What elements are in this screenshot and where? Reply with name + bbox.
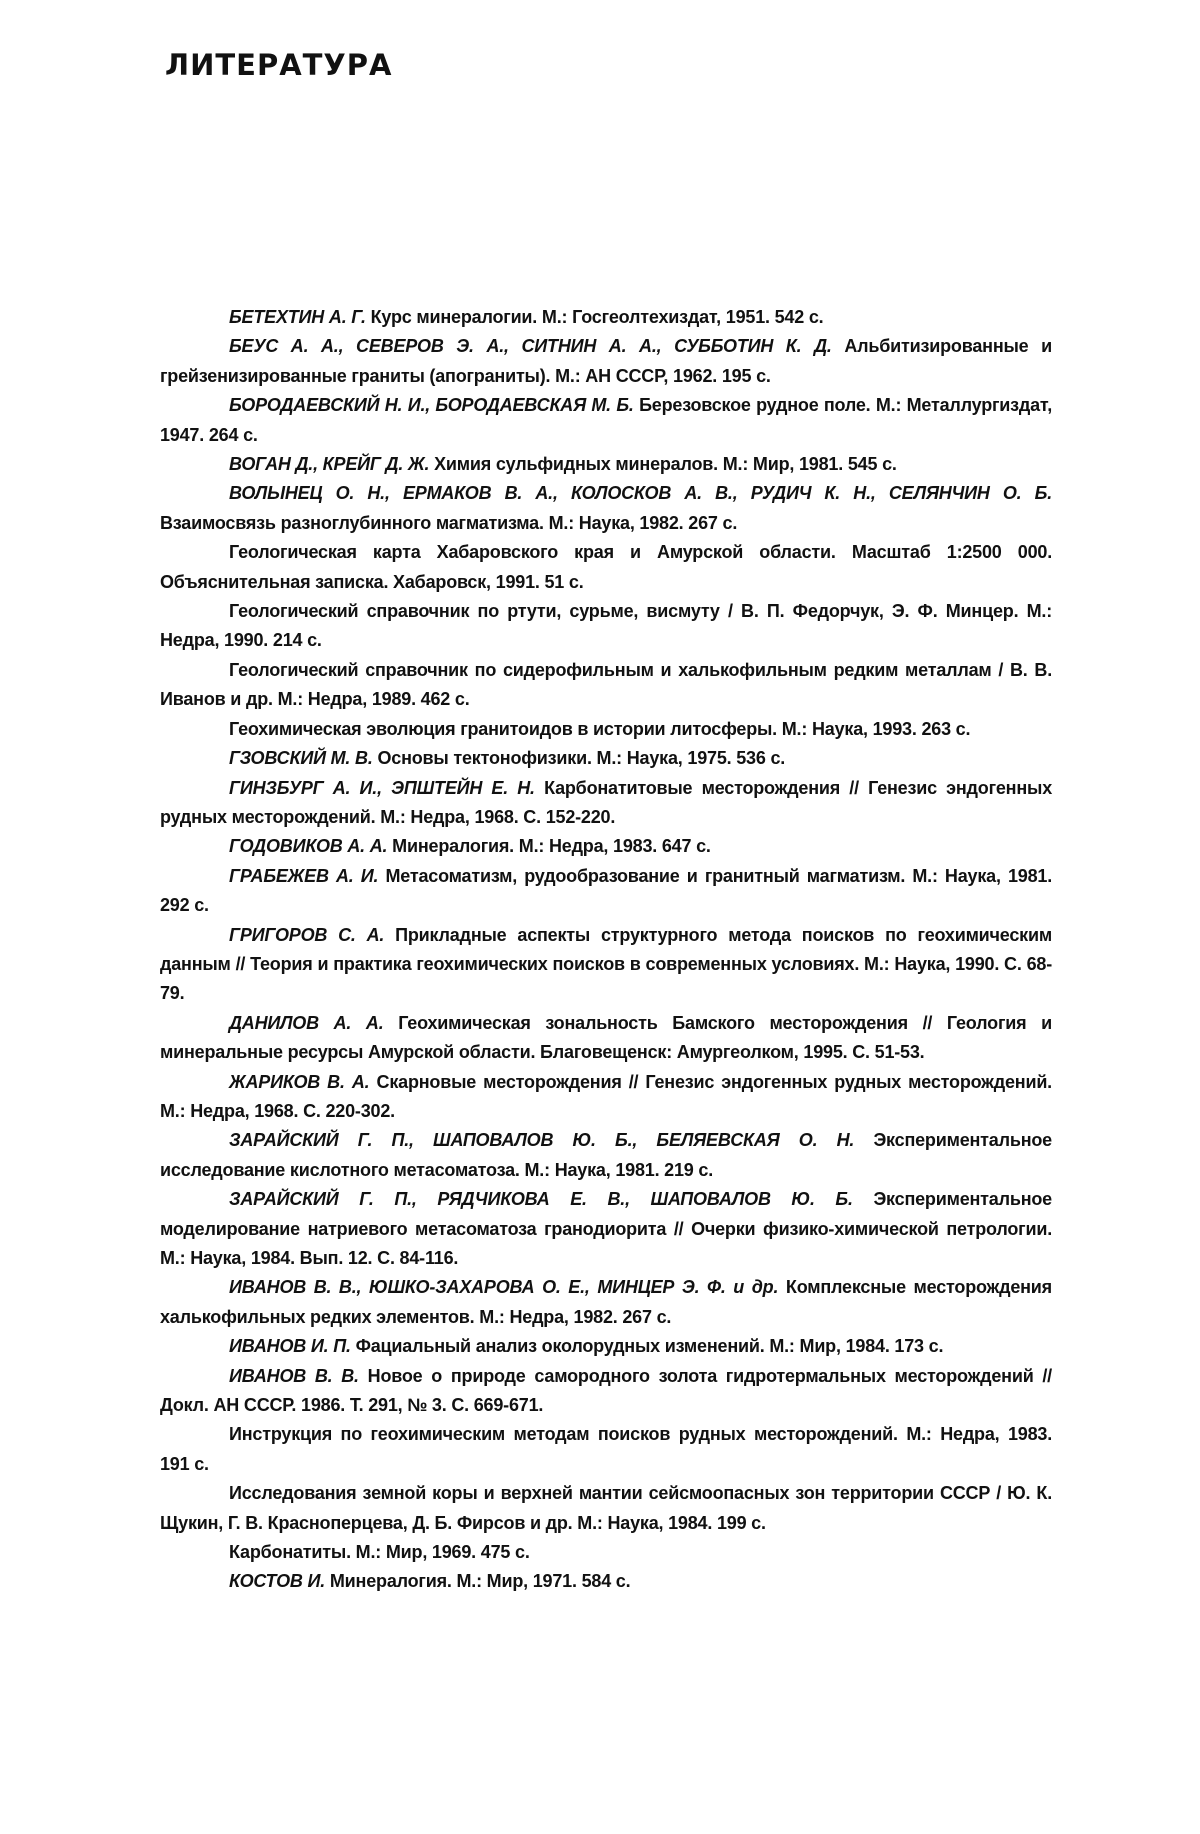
entry-authors: ЗАРАЙСКИЙ Г. П., ШАПОВАЛОВ Ю. Б., БЕЛЯЕВСКАЯ О. Н. (229, 1130, 855, 1151)
entry-details: Экспериментальное исследование кислотного метасоматоза. М.: Наука, 1981. 219 с. (160, 1130, 1052, 1180)
entry-details: Инструкция по геохимическим методам поисков рудных месторождений. М.: Недра, 1983. 191 с. (160, 1424, 1052, 1474)
entry-details: Геохимическая эволюция гранитоидов в истории литосферы. М.: Наука, 1993. 263 с. (229, 718, 971, 739)
bibliography-entry (160, 774, 1052, 833)
entry-authors: ГЗОВСКИЙ М. В. (229, 748, 373, 769)
page-title: ЛИТЕРАТУРА (165, 48, 393, 82)
bibliography-entry (160, 715, 1052, 744)
bibliography-entry (160, 303, 1052, 332)
entry-details: Химия сульфидных минералов. М.: Мир, 1981. 545 с. (434, 454, 897, 475)
bibliography-entry (160, 1538, 1052, 1567)
entry-authors: БОРОДАЕВСКИЙ Н. И., БОРОДАЕВСКАЯ М. Б. (229, 395, 634, 416)
bibliography-entry (160, 862, 1052, 921)
bibliography-entry (160, 656, 1052, 715)
bibliography-entry (160, 391, 1052, 450)
entry-authors: ГОДОВИКОВ А. А. (229, 836, 388, 857)
entry-details: Карбонатиты. М.: Мир, 1969. 475 с. (229, 1542, 530, 1563)
entry-details: Минералогия. М.: Мир, 1971. 584 с. (329, 1571, 631, 1592)
bibliography-entry (160, 1068, 1052, 1127)
entry-details: Геологическая карта Хабаровского края и Амурской области. Масштаб 1:2500 000. Объяснительная записка. Хабаровск, 1991. 51 с. (160, 542, 1052, 592)
entry-authors: ИВАНОВ И. П. (229, 1336, 351, 1357)
entry-details: Геохимическая зональность Бамского месторождения // Геология и минеральные ресурсы Амурской области. Благовещенск: Амургеолком, 1995. С. 51-53. (160, 1012, 1052, 1063)
entry-authors: ИВАНОВ В. В. (229, 1365, 359, 1386)
entry-details: Геологический справочник по ртути, сурьме, висмуту / В. П. Федорчук, Э. Ф. Минцер. М.: Недра, 1990. 214 с. (160, 601, 1052, 651)
bibliography-entry (160, 1567, 1052, 1596)
bibliography-list (160, 303, 1052, 1597)
bibliography-entry (160, 1185, 1052, 1273)
bibliography-entry (160, 538, 1052, 597)
entry-details: Карбонатитовые месторождения // Генезис эндогенных рудных месторождений. М.: Недра, 1968. С. 152-220. (160, 777, 1052, 827)
bibliography-entry (160, 1273, 1052, 1332)
entry-details: Новое о природе самородного золота гидротермальных месторождений // Докл. АН СССР. 1986. Т. 291, № 3. С. 669-671. (160, 1365, 1052, 1416)
bibliography-entry (160, 1362, 1052, 1421)
entry-details: Экспериментальное моделирование натриевого метасоматоза гранодиорита // Очерки физико-химической петрологии. М.: Наука, 1984. Вып. 12. С. 84-116. (160, 1189, 1052, 1268)
entry-details: Комплексные месторождения халькофильных редких элементов. М.: Недра, 1982. 267 с. (160, 1277, 1052, 1327)
bibliography-entry (160, 744, 1052, 773)
entry-details: Минералогия. М.: Недра, 1983. 647 с. (392, 836, 711, 857)
entry-details: Фациальный анализ околорудных изменений. М.: Мир, 1984. 173 с. (355, 1336, 944, 1357)
entry-details: Взаимосвязь разноглубинного магматизма. М.: Наука, 1982. 267 с. (160, 512, 738, 533)
entry-authors: ВОГАН Д., КРЕЙГ Д. Ж. (229, 454, 430, 475)
bibliography-entry (160, 450, 1052, 479)
bibliography-entry (160, 332, 1052, 391)
bibliography-entry (160, 597, 1052, 656)
entry-details: Березовское рудное поле. М.: Металлургиздат, 1947. 264 с. (160, 395, 1052, 445)
entry-authors: ВОЛЫНЕЦ О. Н., ЕРМАКОВ В. А., КОЛОСКОВ А. В., РУДИЧ К. Н., СЕЛЯНЧИН О. Б. (229, 483, 1052, 504)
entry-details: Альбитизированные и грейзенизированные граниты (апограниты). М.: АН СССР, 1962. 195 с. (160, 336, 1052, 386)
entry-authors: БЕТЕХТИН А. Г. (229, 307, 366, 327)
entry-details: Геологический справочник по сидерофильным и халькофильным редким металлам / В. В. Иванов и др. М.: Недра, 1989. 462 с. (160, 659, 1052, 710)
bibliography-entry (160, 1420, 1052, 1479)
entry-authors: ЖАРИКОВ В. А. (229, 1071, 370, 1092)
entry-details: Исследования земной коры и верхней мантии сейсмоопасных зон территории СССР / Ю. К. Щукин, Г. В. Красноперцева, Д. Б. Фирсов и др. М.: Наука, 1984. 199 с. (160, 1483, 1052, 1533)
bibliography-entry (160, 479, 1052, 538)
bibliography-entry (160, 1479, 1052, 1538)
entry-authors: ЗАРАЙСКИЙ Г. П., РЯДЧИКОВА Е. В., ШАПОВАЛОВ Ю. Б. (229, 1189, 853, 1210)
entry-authors: ДАНИЛОВ А. А. (229, 1012, 384, 1033)
bibliography-entry (160, 921, 1052, 1009)
entry-authors: ГИНЗБУРГ А. И., ЭПШТЕЙН Е. Н. (229, 777, 535, 798)
entry-authors: ГРИГОРОВ С. А. (229, 924, 385, 945)
bibliography-entry (160, 1126, 1052, 1185)
bibliography-entry (160, 832, 1052, 861)
entry-details: Курс минералогии. М.: Госгеолтехиздат, 1951. 542 с. (370, 307, 824, 327)
entry-authors: ИВАНОВ В. В., ЮШКО-ЗАХАРОВА О. Е., МИНЦЕР Э. Ф. и др. (229, 1277, 779, 1298)
entry-details: Основы тектонофизики. М.: Наука, 1975. 536 с. (377, 748, 786, 769)
entry-details: Прикладные аспекты структурного метода поисков по геохимическим данным // Теория и практика геохимических поисков в современных условиях. М.: Наука, 1990. С. 68-79. (160, 924, 1052, 1004)
entry-authors: ГРАБЕЖЕВ А. И. (229, 865, 379, 886)
bibliography-entry (160, 1009, 1052, 1068)
entry-authors: БЕУС А. А., СЕВЕРОВ Э. А., СИТНИН А. А., СУББОТИН К. Д. (229, 336, 832, 357)
entry-authors: КОСТОВ И. (229, 1571, 326, 1592)
entry-details: Метасоматизм, рудообразование и гранитный магматизм. М.: Наука, 1981. 292 с. (160, 865, 1053, 916)
bibliography-entry (160, 1332, 1052, 1361)
entry-details: Скарновые месторождения // Генезис эндогенных рудных месторождений. М.: Недра, 1968. С. 220-302. (160, 1071, 1052, 1121)
